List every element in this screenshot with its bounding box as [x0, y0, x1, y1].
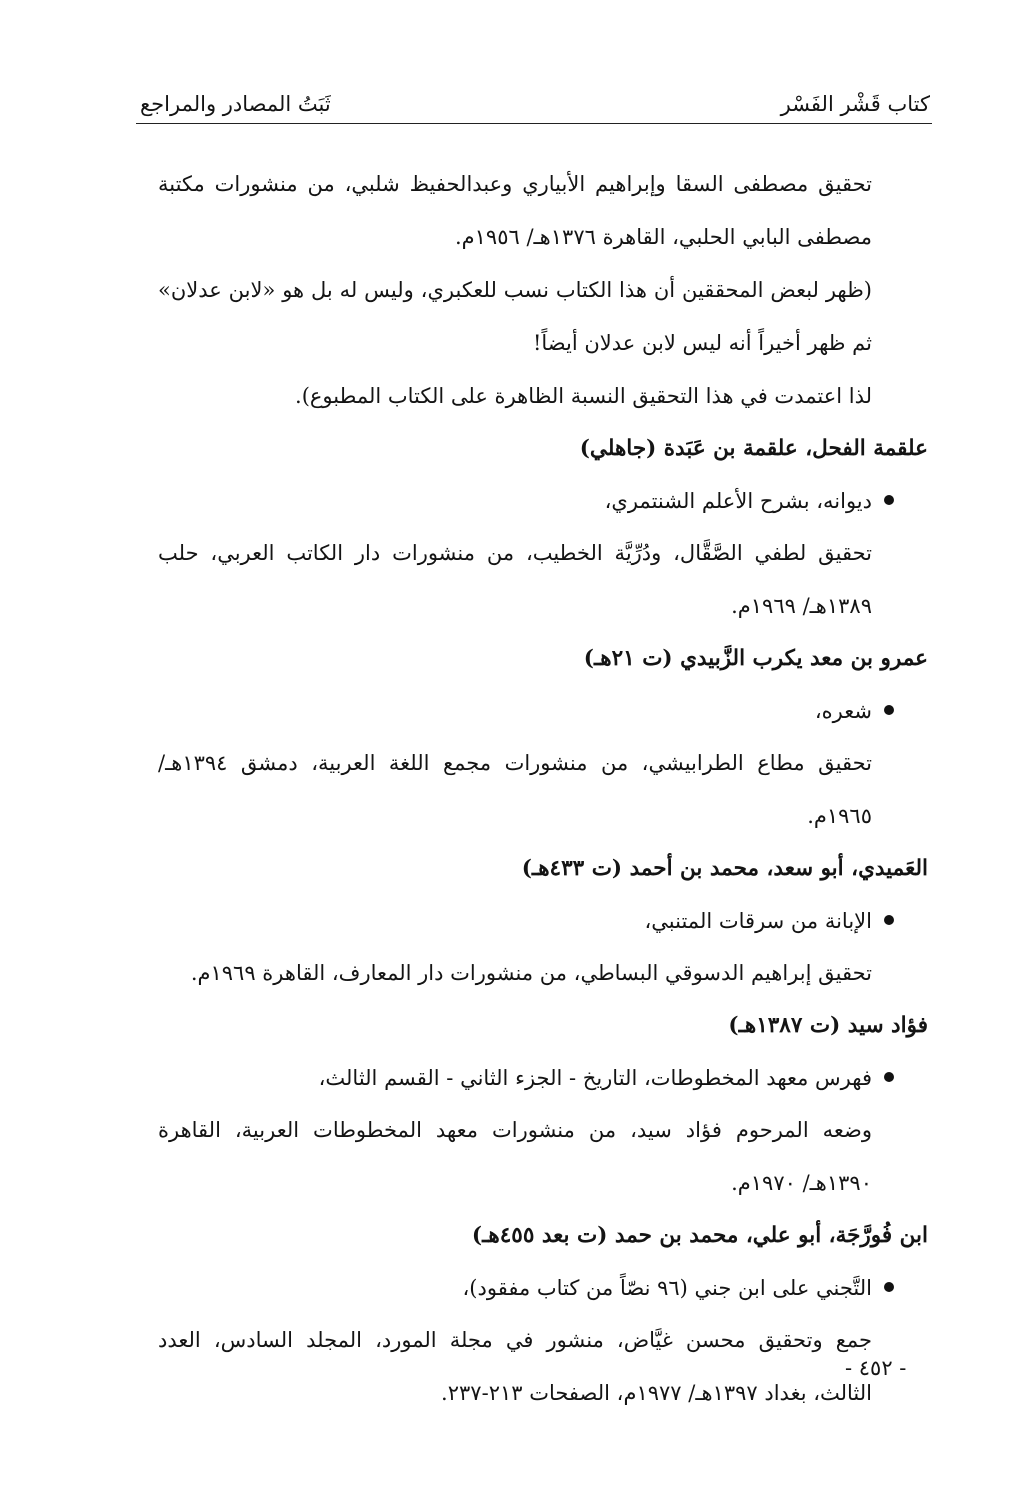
bibliography-entry: [158, 1000, 928, 1210]
bibliography-entry: [158, 1210, 928, 1420]
page-number: - ٤٥٢ -: [845, 1356, 907, 1380]
bullet-icon: [884, 705, 894, 715]
bibliography-entry: [158, 158, 928, 423]
entry-detail: جمع وتحقيق محسن غيَّاض، منشور في مجلة المورد، المجلد السادس، العدد الثالث، بغداد ١٣٩٧هـ/ ١٩٧٧م، الصفحات ٢١٣-٢٣٧.: [158, 1328, 872, 1405]
work-title-text: الإبانة من سرقات المتنبي،: [644, 909, 872, 933]
entry-detail: تحقيق مطاع الطرابيشي، من منشورات مجمع اللغة العربية، دمشق ١٣٩٤هـ/ ١٩٦٥م.: [158, 751, 872, 828]
author-heading: ابن فُورَّجَة، أبو علي، محمد بن حمد (ت بعد ٤٥٥هـ): [471, 1223, 928, 1248]
work-title: [158, 475, 928, 527]
author-heading: علقمة الفحل، علقمة بن عَبَدة (جاهلي): [579, 436, 928, 461]
section-title: ثَبَتُ المصادر والمراجع: [140, 92, 331, 116]
entry-note: لذا اعتمدت في هذا التحقيق النسبة الظاهرة على الكتاب المطبوع).: [295, 384, 872, 408]
running-header: [140, 80, 930, 116]
header-divider: [136, 123, 932, 124]
work-title-text: التَّجني على ابن جني (٩٦ نصّاً من كتاب مفقود)،: [462, 1276, 872, 1300]
bibliography-entry: [158, 843, 928, 1000]
entry-detail: تحقيق مصطفى السقا وإبراهيم الأبياري وعبدالحفيظ شلبي، من منشورات مكتبة مصطفى البابي الحلبي، القاهرة ١٣٧٦هـ/ ١٩٥٦م.: [158, 172, 872, 249]
entry-detail: وضعه المرحوم فؤاد سيد، من منشورات معهد المخطوطات العربية، القاهرة ١٣٩٠هـ/ ١٩٧٠م.: [158, 1118, 872, 1195]
work-title-text: فهرس معهد المخطوطات، التاريخ - الجزء الثاني - القسم الثالث،: [318, 1066, 872, 1090]
work-title: [158, 1262, 928, 1314]
entry-detail: تحقيق إبراهيم الدسوقي البساطي، من منشورات دار المعارف، القاهرة ١٩٦٩م.: [190, 961, 872, 985]
author-heading: العَميدي، أبو سعد، محمد بن أحمد (ت ٤٣٣هـ): [521, 856, 928, 881]
entry-note: (ظهر لبعض المحققين أن هذا الكتاب نسب للعكبري، وليس له بل هو «لابن عدلان» ثم ظهر أخيراً أنه ليس لابن عدلان أيضاً!: [158, 278, 872, 355]
work-title: [158, 895, 928, 947]
bullet-icon: [884, 1072, 894, 1082]
bullet-icon: [884, 1282, 894, 1292]
book-title: كتاب قَشْر الفَسْر: [780, 92, 930, 116]
bullet-icon: [884, 495, 894, 505]
bullet-icon: [884, 915, 894, 925]
bibliography-entry: [158, 423, 928, 633]
work-title-text: شعره،: [814, 699, 872, 723]
bibliography-list: [158, 158, 928, 1420]
work-title-text: ديوانه، بشرح الأعلم الشنتمري،: [604, 489, 872, 513]
author-heading: فؤاد سيد (ت ١٣٨٧هـ): [728, 1013, 928, 1038]
author-heading: عمرو بن معد يكرب الزَّبيدي (ت ٢١هـ): [583, 646, 928, 671]
work-title: [158, 685, 928, 737]
entry-detail: تحقيق لطفي الصَّقَّال، ودُرِّيَّة الخطيب، من منشورات دار الكاتب العربي، حلب ١٣٨٩هـ/ ١٩٦٩م.: [158, 541, 872, 618]
work-title: [158, 1052, 928, 1104]
bibliography-entry: [158, 633, 928, 843]
